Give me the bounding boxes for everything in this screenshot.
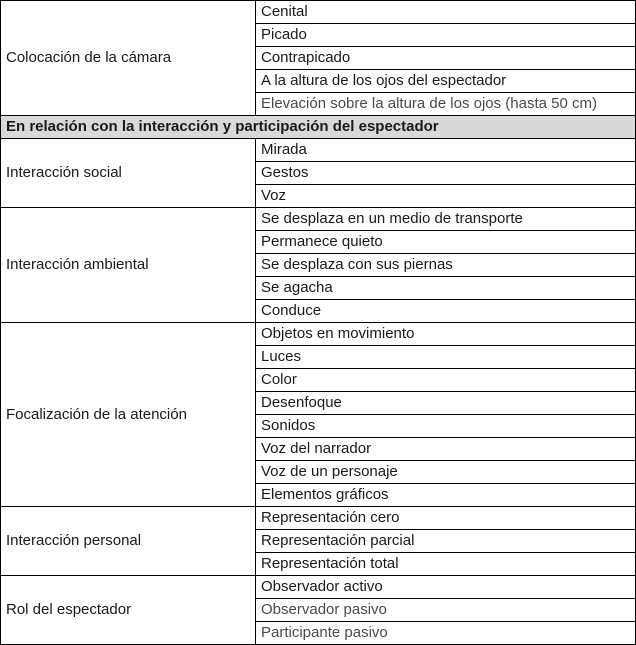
- section-header: En relación con la interacción y participación del espectador: [1, 116, 636, 139]
- item-cell: Luces: [256, 346, 636, 369]
- category-cell-social-interaction: Interacción social: [1, 139, 256, 208]
- item-cell: Picado: [256, 24, 636, 47]
- table-row: [1, 139, 636, 162]
- section-header-row: [1, 116, 636, 139]
- table-row: [1, 1, 636, 24]
- category-cell-viewer-role: Rol del espectador: [1, 576, 256, 645]
- category-cell-personal-interaction: Interacción personal: [1, 507, 256, 576]
- table-row: [1, 507, 636, 530]
- item-cell: Voz del narrador: [256, 438, 636, 461]
- item-cell: Gestos: [256, 162, 636, 185]
- table-row: [1, 323, 636, 346]
- item-cell: Permanece quieto: [256, 231, 636, 254]
- item-cell: Conduce: [256, 300, 636, 323]
- item-cell: Observador pasivo: [256, 599, 636, 622]
- item-cell: Se agacha: [256, 277, 636, 300]
- item-cell: Contrapicado: [256, 47, 636, 70]
- item-cell: Representación total: [256, 553, 636, 576]
- category-cell-camera-placement: Colocación de la cámara: [1, 1, 256, 116]
- item-cell: Se desplaza con sus piernas: [256, 254, 636, 277]
- category-cell-attention-focus: Focalización de la atención: [1, 323, 256, 507]
- item-cell: Mirada: [256, 139, 636, 162]
- item-cell: Cenital: [256, 1, 636, 24]
- item-cell: Elevación sobre la altura de los ojos (hasta 50 cm): [256, 93, 636, 116]
- table-body: [1, 1, 636, 645]
- item-cell: Voz: [256, 185, 636, 208]
- table-row: [1, 576, 636, 599]
- item-cell: Objetos en movimiento: [256, 323, 636, 346]
- item-cell: A la altura de los ojos del espectador: [256, 70, 636, 93]
- item-cell: Representación parcial: [256, 530, 636, 553]
- item-cell: Se desplaza en un medio de transporte: [256, 208, 636, 231]
- item-cell: Representación cero: [256, 507, 636, 530]
- item-cell: Color: [256, 369, 636, 392]
- table-row: [1, 208, 636, 231]
- category-cell-environmental-interaction: Interacción ambiental: [1, 208, 256, 323]
- item-cell: Observador activo: [256, 576, 636, 599]
- item-cell: Participante pasivo: [256, 622, 636, 645]
- item-cell: Sonidos: [256, 415, 636, 438]
- item-cell: Voz de un personaje: [256, 461, 636, 484]
- item-cell: Desenfoque: [256, 392, 636, 415]
- item-cell: Elementos gráficos: [256, 484, 636, 507]
